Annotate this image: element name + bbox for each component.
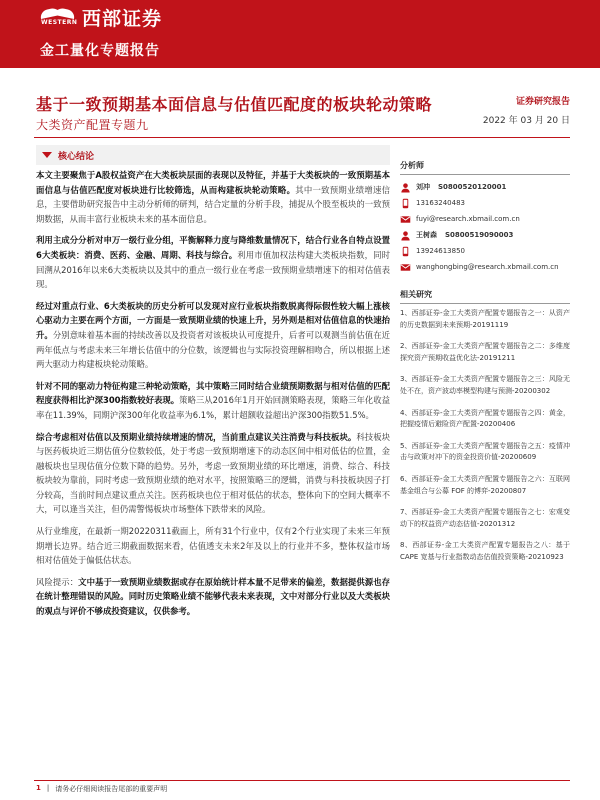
summary-paragraph: 经过对重点行业、6大类板块的历史分析可以发现对应行业板块指数脱离得际假性较大幅上涨核心驱动力主要在两个方面，一方面是一致预期业绩的快速上升，另外则是相对估值信息的快速抬升。分别意味着基本面的持续改善以及投资者对该板块认可度提升，后者可以观测当前估值在近两年低点与考虑未来三年增长估值中的分位数，该逻辑也与实际投资理解相吻合，所以根据上述两大驱动力构建板块轮动策略。 <box>36 300 391 370</box>
summary-paragraph: 从行业维度，在最新一期20220311截面上，所有31个行业中，仅有2个行业实现了未来三年预期增长边界。结合近三期截面数据来看，估值透支未来2年及以上的行业并不多，整体权益市场相对估值处于偏低估状态。 <box>36 526 390 566</box>
person-icon <box>400 182 411 193</box>
summary-paragraph: 针对不同的驱动力特征构建三种轮动策略，其中策略三同时结合业绩预期数据与相对估值的匹配程度获得相比沪深300指数较好表现。策略三从2016年1月开始回测策略表现，策略三年化收益率在11.39%，同期沪深300年化收益率为6.1%，累计超额收益超出沪深300指数51.5%。 <box>36 380 390 420</box>
phone-icon <box>400 246 411 257</box>
analyst-phone-row: 13924613850 <box>400 243 570 259</box>
related-link[interactable]: 4、西部证券-金工大类资产配置专题报告之四：黄金，把握疫情后避险资产配置-20200406 <box>400 408 570 429</box>
analyst-name-row: 刘冲 S0800520120001 <box>400 179 570 195</box>
summary-paragraph: 利用主成分分析对申万一级行业分组，平衡解释力度与降维数量情况下，结合行业各自特点设置6大类板块：消费、医药、金融、周期、科技与综合。利用市值加权法构建大类板块指数，同时回溯从2016年以来6大类板块以及其中的重点一级行业在考虑一致预期业绩增速下的相对估值表现。 <box>36 235 391 290</box>
section-label: 核心结论 <box>58 151 95 162</box>
sidebar <box>400 160 570 574</box>
report-sub-title: 大类资产配置专题九 <box>36 118 149 132</box>
related-link[interactable]: 3、西部证券-金工大类资产配置专题报告之三：风险无处不在，资产波动率模型构建与预测-20200302 <box>400 375 570 395</box>
logo-mark-icon <box>40 5 76 31</box>
report-date: 2022 年 03 月 20 日 <box>482 116 570 126</box>
company-logo <box>40 4 162 31</box>
summary-paragraph: 综合考虑相对估值以及预期业绩持续增速的情况，当前重点建议关注消费与科技板块。科技板块与医药板块近三期估值分位数较低，处于考虑一致预期增速下的动态区间中相对低估的位置，金融板块也呈现估值分位数下降的趋势。另外，考虑一致预期业绩的环比增速，消费、综合、科技板块较为靠前，同时考虑一致预期业绩的绝对水平，按照策略三的逻辑，消费与科技板块因子打分较高，当前时间点建议重点关注。医药板块也位于相对低估的状态，整体向下的空间大概率不大，可以逢当关注，但仍需警惕板块市场整体下跌带来的风险。 <box>36 431 391 515</box>
email-icon <box>400 262 411 273</box>
triangle-down-icon <box>42 152 52 158</box>
related-link[interactable]: 7、西部证券-金工大类资产配置专题报告之七：宏观变动下的权益资产动态估值-20201312 <box>400 508 570 528</box>
related-link[interactable]: 8、西部证券-金工大类资产配置专题报告之八：基于 CAPE 宽基与行业指数动态估值投资策略-20210923 <box>400 541 570 561</box>
report-type-label: 证券研究报告 <box>515 97 570 107</box>
person-icon <box>400 230 411 241</box>
summary-paragraph: 本文主要聚焦于A股权益资产在大类板块层面的表现以及特征，并基于大类板块的一致预期基本面信息与估值匹配度对板块进行比较筛选，从而构建板块轮动策略。其中一致预期业绩增速信息，主要借助研究报告中主动分析师的研判，结合定量的分析手段，捕捉从个股至板块的一致预期数据，从而丰富行业板块未来的基本面信息。 <box>36 170 390 224</box>
summary-body <box>36 168 390 626</box>
related-heading: 相关研究 <box>400 289 570 304</box>
related-link[interactable]: 1、西部证券-金工大类资产配置专题报告之一：从资产的历史数据到未来预期-20191119 <box>400 309 570 329</box>
page-number: 1 <box>36 784 41 792</box>
related-link[interactable]: 5、西部证券-金工大类资产配置专题报告之五：疫情冲击与政策对冲下的资金投资价值-20200609 <box>400 441 570 462</box>
risk-warning-paragraph: 风险提示：文中基于一致预期业绩数据或存在原始统计样本量不足带来的偏差，数据提供源也存在统计整理错误的风险。同时历史策略业绩不能够代表未来表现，文中对部分行业以及大类板块的观点与评价不够成投资建议，仅供参考。 <box>36 576 391 617</box>
related-research <box>400 289 570 564</box>
related-link[interactable]: 2、西部证券-金工大类资产配置专题报告之二：多维度探究资产预期收益优化法-20191211 <box>400 342 570 362</box>
related-link[interactable]: 6、西部证券-金工大类资产配置专题报告之六：互联网基金组合与公募 FOF 的博弈-20200807 <box>400 474 570 495</box>
footer-disclaimer: 请务必仔细阅读报告尾部的重要声明 <box>55 785 168 793</box>
logo-sub-text: WESTERN <box>41 18 78 26</box>
analyst-email-row: wanghongbing@research.xbmail.com.cn <box>400 259 570 275</box>
analyst-name-row: 王树森 S0800519090003 <box>400 227 570 243</box>
banner-title: 金工量化专题报告 <box>40 43 160 59</box>
footer-divider <box>34 780 570 781</box>
analyst-phone-row: 13163240483 <box>400 195 570 211</box>
header-banner <box>0 0 600 68</box>
report-main-title: 基于一致预期基本面信息与估值匹配度的板块轮动策略 <box>36 95 433 114</box>
title-divider <box>34 137 570 138</box>
analyst-heading: 分析师 <box>400 160 570 175</box>
analyst-email-row: fuyi@research.xbmail.com.cn <box>400 211 570 227</box>
page-footer <box>36 784 167 794</box>
phone-icon <box>400 198 411 209</box>
footer-separator: | <box>46 784 50 792</box>
section-header <box>36 145 390 165</box>
email-icon <box>400 214 411 225</box>
logo-text: 西部证券 <box>82 8 163 30</box>
